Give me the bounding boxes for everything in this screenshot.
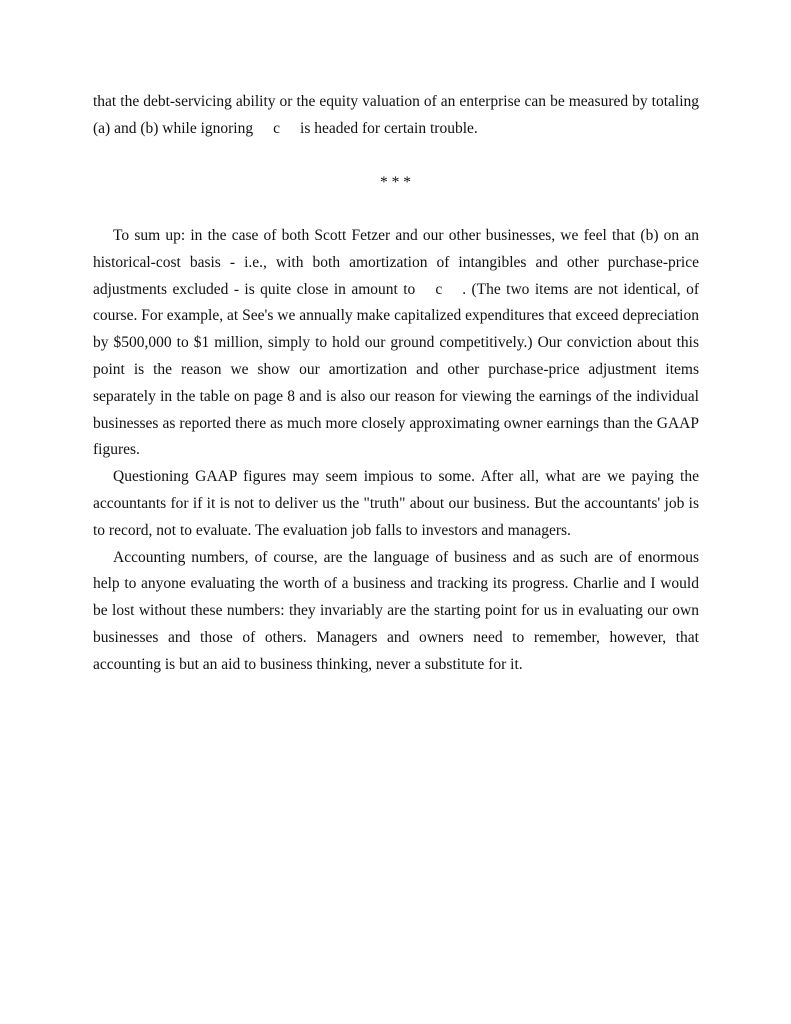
section-separator: * * * — [380, 174, 411, 191]
continuation-text-start: that the debt-servicing ability or the equity valuation of an enterprise can be measured by totaling (a) and (b) while ignoring — [93, 93, 699, 137]
paragraph-accounting-numbers: Accounting numbers, of course, are the language of business and as such are of enormous help to anyone evaluating the worth of a business and tracking its progress. Charlie and I would be lost without these numbers: they invariably are the starting point for us in evaluating our own businesses and those of others. Managers and owners need to remember, however, that accounting is but an aid to business thinking, never a substitute for it. — [93, 548, 699, 673]
paragraph-sum-up — [93, 223, 699, 464]
variable-c: c — [435, 280, 443, 298]
body-text — [93, 223, 699, 679]
variable-c: c — [273, 119, 281, 137]
continuation-text-end: is headed for certain trouble. — [300, 119, 478, 137]
paragraph-questioning-gaap: Questioning GAAP figures may seem impious to some. After all, what are we paying the accountants for if it is not to deliver us the "truth" about our business. But the accountants' job is to record, not to evaluate. The evaluation job falls to investors and managers. — [93, 468, 699, 539]
continuation-paragraph — [93, 89, 699, 143]
paragraph-sum-up-end: . (The two items are not identical, of course. For example, at See's we annually make capitalized expenditures that exceed depreciation by $500,000 to $1 million, simply to hold our ground competitively.) Our conviction about this point is the reason we show our amortization and other purchase-price adjustment items separately in the table on page 8 and is also our reason for viewing the earnings of the individual businesses as reported there as much more closely approximating owner earnings than the GAAP figures. — [93, 280, 699, 459]
paragraph-sum-up-start: To sum up: in the case of both Scott Fetzer and our other businesses, we feel that (b) on an historical-cost basis - i.e., with both amortization of intangibles and other purchase-price adjustments excluded - is quite close in amount to — [93, 227, 699, 298]
